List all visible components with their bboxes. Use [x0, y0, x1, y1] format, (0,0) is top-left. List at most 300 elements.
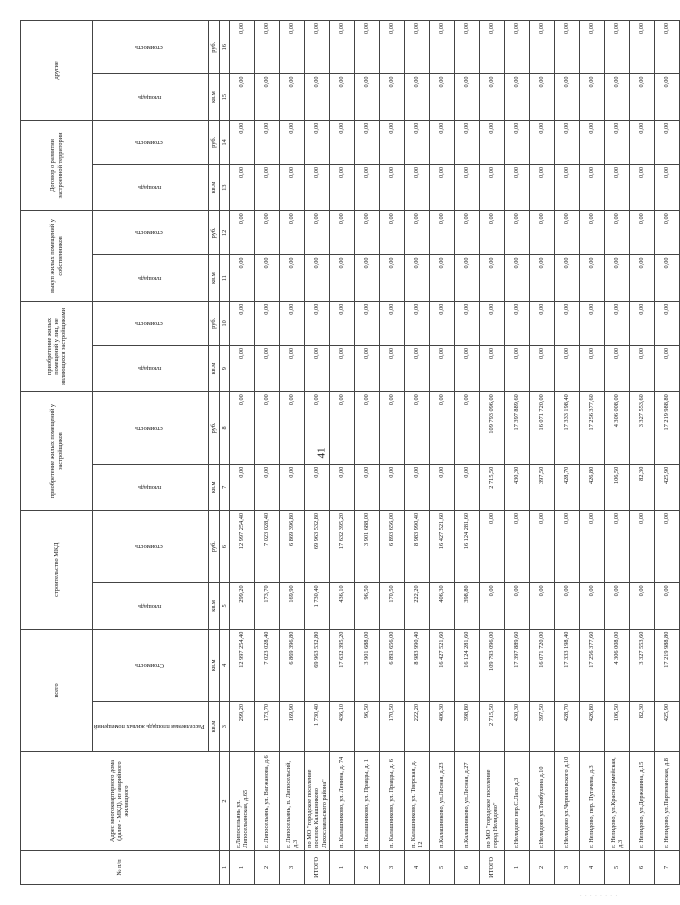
column-number: 7: [219, 464, 229, 510]
area-cell: 0,00: [529, 74, 554, 120]
row-address: по МО "городское поселение поселок Калашниково Лихославльского района": [304, 752, 329, 851]
area-cell: 0,00: [529, 345, 554, 391]
cost-cell: 109 793 096,00: [479, 392, 504, 464]
area-cell: 0,00: [529, 164, 554, 210]
cost-cell: 0,00: [404, 301, 429, 345]
row-address: г.Нелидово ул.Черняховского д.10: [554, 752, 579, 851]
cost-cell: 4 306 008,00: [604, 629, 629, 701]
cost-cell: 0,00: [404, 211, 429, 255]
cost-cell: 0,00: [379, 120, 404, 164]
row-number: 4: [579, 850, 604, 884]
cost-cell: 0,00: [604, 510, 629, 582]
cost-cell: 17 333 198,40: [554, 392, 579, 464]
header-buy-nondev: приобретение жилых помещений у лиц, не являющихся застройщиками: [21, 301, 93, 392]
area-cell: 0,00: [604, 583, 629, 629]
area-cell: 0,00: [579, 74, 604, 120]
area-cell: 0,00: [629, 583, 654, 629]
cost-cell: 0,00: [379, 21, 404, 74]
area-cell: 0,00: [229, 74, 254, 120]
cost-cell: 0,00: [254, 301, 279, 345]
area-cell: 0,00: [604, 345, 629, 391]
area-cell: 0,00: [254, 255, 279, 301]
cost-cell: 0,00: [479, 301, 504, 345]
cost-cell: 0,00: [304, 211, 329, 255]
area-cell: 0,00: [354, 464, 379, 510]
cost-cell: 0,00: [304, 21, 329, 74]
area-cell: 0,00: [329, 464, 354, 510]
unit-rub: руб.: [208, 510, 219, 582]
row-number: 6: [454, 850, 479, 884]
cost-cell: 0,00: [504, 301, 529, 345]
cost-cell: 0,00: [229, 301, 254, 345]
cost-cell: 3 901 688,00: [354, 629, 379, 701]
row-address: п. Калашниково, ул. Тверская, д. 12: [404, 752, 429, 851]
row-address: г. Липосельянь, ул. Вагжанова, д.6: [254, 752, 279, 851]
area-cell: 436,10: [329, 701, 354, 751]
area-cell: 0,00: [554, 74, 579, 120]
column-number-row: [219, 21, 229, 885]
header-address: Адрес многоквартирного дома (далее - МКД), из аварийного жилищного: [21, 752, 220, 851]
cost-cell: 0,00: [654, 120, 679, 164]
cost-cell: 0,00: [229, 120, 254, 164]
cost-cell: 0,00: [254, 392, 279, 464]
area-cell: 406,30: [429, 583, 454, 629]
row-number: 2: [529, 850, 554, 884]
cost-cell: 0,00: [504, 21, 529, 74]
area-cell: 0,00: [279, 464, 304, 510]
area-cell: 0,00: [479, 345, 504, 391]
area-cell: 0,00: [504, 164, 529, 210]
area-cell: 0,00: [354, 255, 379, 301]
cost-cell: 69 963 532,80: [304, 629, 329, 701]
header-total-area: Расселяемая площадь жилых помещений: [93, 701, 209, 751]
area-cell: 0,00: [229, 464, 254, 510]
area-cell: 398,80: [454, 701, 479, 751]
cost-cell: 17 256 377,60: [579, 629, 604, 701]
cost-cell: 0,00: [479, 510, 504, 582]
area-cell: 0,00: [654, 583, 679, 629]
cost-cell: 17 397 889,60: [504, 629, 529, 701]
cost-cell: 0,00: [604, 301, 629, 345]
row-number: 5: [604, 850, 629, 884]
row-number: 2: [254, 850, 279, 884]
area-cell: 0,00: [454, 464, 479, 510]
unit-area: кв.м: [208, 629, 219, 701]
cost-cell: 0,00: [504, 510, 529, 582]
area-cell: 173,70: [254, 701, 279, 751]
column-number: 6: [219, 510, 229, 582]
cost-cell: 0,00: [229, 392, 254, 464]
unit-area: кв.м: [208, 345, 219, 391]
unit-area: кв.м: [208, 255, 219, 301]
cost-cell: 0,00: [379, 392, 404, 464]
area-cell: 170,50: [379, 583, 404, 629]
cost-cell: 0,00: [254, 120, 279, 164]
header-cost: стоимость: [93, 301, 209, 345]
cost-cell: 0,00: [554, 211, 579, 255]
area-cell: 0,00: [379, 345, 404, 391]
row-address: г.Нелидово ул.Тимбухина д.10: [529, 752, 554, 851]
area-cell: 0,00: [579, 583, 604, 629]
unit-rub: руб.: [208, 392, 219, 464]
cost-cell: 0,00: [529, 301, 554, 345]
area-cell: 0,00: [454, 74, 479, 120]
header-cost: стоимость: [93, 211, 209, 255]
cost-cell: 0,00: [354, 211, 379, 255]
cost-cell: 0,00: [404, 120, 429, 164]
area-cell: 82,30: [629, 701, 654, 751]
cost-cell: 6 893 656,00: [379, 629, 404, 701]
page-number: 41: [315, 447, 328, 459]
total-row: [304, 21, 329, 885]
cost-cell: 0,00: [354, 21, 379, 74]
area-cell: 170,50: [379, 701, 404, 751]
area-cell: 0,00: [279, 345, 304, 391]
cost-cell: 6 869 396,80: [279, 629, 304, 701]
area-cell: 0,00: [429, 464, 454, 510]
cost-cell: 0,00: [304, 301, 329, 345]
area-cell: 0,00: [229, 345, 254, 391]
area-cell: 0,00: [379, 164, 404, 210]
area-cell: 0,00: [579, 345, 604, 391]
area-cell: 169,90: [279, 583, 304, 629]
area-cell: 0,00: [404, 345, 429, 391]
cost-cell: 0,00: [229, 211, 254, 255]
cost-cell: 0,00: [604, 120, 629, 164]
area-cell: 0,00: [354, 345, 379, 391]
table-row: [454, 21, 479, 885]
area-cell: 0,00: [504, 255, 529, 301]
header-area: площадь: [93, 255, 209, 301]
area-cell: 398,80: [454, 583, 479, 629]
cost-cell: 0,00: [554, 301, 579, 345]
cost-cell: 0,00: [654, 211, 679, 255]
area-cell: 0,00: [629, 74, 654, 120]
row-address: г.Липосельянь ул. Липосельянская, д.65: [229, 752, 254, 851]
cost-cell: 0,00: [554, 120, 579, 164]
cost-cell: 0,00: [429, 211, 454, 255]
column-number: 8: [219, 392, 229, 464]
area-cell: 173,70: [254, 583, 279, 629]
row-address: г. Нелидово, ул.Красноармейская, д.3: [604, 752, 629, 851]
cost-cell: 0,00: [529, 510, 554, 582]
area-cell: 0,00: [654, 164, 679, 210]
area-cell: 0,00: [379, 74, 404, 120]
cost-cell: 0,00: [629, 301, 654, 345]
cost-cell: 3 901 688,00: [354, 510, 379, 582]
area-cell: 0,00: [404, 74, 429, 120]
row-address: г. Нелидово, пер. Пугачева, д.3: [579, 752, 604, 851]
header-area: площадь: [93, 464, 209, 510]
cost-cell: 0,00: [479, 211, 504, 255]
row-number: 2: [354, 850, 379, 884]
unit-area: кв.м: [208, 464, 219, 510]
cost-cell: 0,00: [629, 211, 654, 255]
table-row: [254, 21, 279, 885]
cost-cell: 0,00: [429, 392, 454, 464]
area-cell: 96,50: [354, 701, 379, 751]
header-no: № п/п: [21, 850, 220, 884]
header-buy-dev: приобретение жилых помещений у застройщиков: [21, 392, 93, 511]
area-cell: 0,00: [279, 164, 304, 210]
cost-cell: 16 427 521,60: [429, 629, 454, 701]
cost-cell: 0,00: [579, 301, 604, 345]
cost-cell: 0,00: [329, 120, 354, 164]
area-cell: 0,00: [579, 164, 604, 210]
cost-cell: 6 869 396,80: [279, 510, 304, 582]
area-cell: 1 730,40: [304, 583, 329, 629]
header-build: строительство МКД: [21, 510, 93, 629]
area-cell: 222,20: [404, 701, 429, 751]
cost-cell: 0,00: [254, 21, 279, 74]
area-cell: 0,00: [504, 74, 529, 120]
area-cell: 0,00: [554, 164, 579, 210]
cost-cell: 0,00: [429, 301, 454, 345]
unit-rub: руб.: [208, 301, 219, 345]
header-total-cost: Стоимость: [93, 629, 209, 701]
area-cell: 0,00: [279, 255, 304, 301]
cost-cell: 0,00: [354, 392, 379, 464]
area-cell: 0,00: [554, 255, 579, 301]
table-row: [429, 21, 454, 885]
cost-cell: 0,00: [454, 392, 479, 464]
cost-cell: 8 983 990,40: [404, 629, 429, 701]
area-cell: 0,00: [379, 464, 404, 510]
column-number: 1: [219, 850, 229, 884]
area-cell: 406,30: [429, 701, 454, 751]
area-cell: 0,00: [304, 345, 329, 391]
header-area: площадь: [93, 583, 209, 629]
header-cost: стоимость: [93, 120, 209, 164]
area-cell: 0,00: [379, 255, 404, 301]
row-address: п.Калашниково, ул.Лесная, д.27: [454, 752, 479, 851]
cost-cell: 17 219 988,80: [654, 392, 679, 464]
area-cell: 0,00: [304, 464, 329, 510]
cost-cell: 0,00: [554, 510, 579, 582]
area-cell: 0,00: [429, 164, 454, 210]
area-cell: 426,80: [579, 701, 604, 751]
area-cell: 0,00: [529, 583, 554, 629]
cost-cell: 0,00: [604, 211, 629, 255]
cost-cell: 0,00: [329, 392, 354, 464]
area-cell: 0,00: [654, 345, 679, 391]
cost-cell: 16 427 521,60: [429, 510, 454, 582]
cost-cell: 0,00: [379, 211, 404, 255]
column-number: 12: [219, 211, 229, 255]
area-cell: 0,00: [604, 255, 629, 301]
area-cell: 397,50: [529, 701, 554, 751]
table-row: [654, 21, 679, 885]
cost-cell: 16 071 720,00: [529, 392, 554, 464]
area-cell: 0,00: [504, 345, 529, 391]
table-row: [354, 21, 379, 885]
unit-rub: руб.: [208, 211, 219, 255]
column-number: 16: [219, 21, 229, 74]
column-number: 14: [219, 120, 229, 164]
cost-cell: 0,00: [379, 301, 404, 345]
area-cell: 2 715,50: [479, 464, 504, 510]
row-number: 4: [404, 850, 429, 884]
area-cell: 397,50: [529, 464, 554, 510]
column-number: 2: [219, 752, 229, 851]
table-row: [379, 21, 404, 885]
area-cell: 0,00: [629, 255, 654, 301]
area-cell: 0,00: [429, 74, 454, 120]
cost-cell: 17 397 889,60: [504, 392, 529, 464]
area-cell: 0,00: [604, 164, 629, 210]
header-cost: стоимость: [93, 21, 209, 74]
cost-cell: 7 023 028,40: [254, 629, 279, 701]
resettlement-table: [20, 20, 680, 885]
area-cell: 0,00: [629, 345, 654, 391]
area-cell: 0,00: [454, 164, 479, 210]
header-dev-contract: Договор о развитии застроенной территории: [21, 120, 93, 211]
area-cell: 436,10: [329, 583, 354, 629]
area-cell: 428,70: [554, 464, 579, 510]
area-cell: 0,00: [654, 74, 679, 120]
row-address: г. Нелидово, ул.Партизанская, д.8: [654, 752, 679, 851]
row-number: 3: [279, 850, 304, 884]
row-address: п.Калашниково, ул.Лесная, д.23: [429, 752, 454, 851]
column-number: 10: [219, 301, 229, 345]
area-cell: 428,70: [554, 701, 579, 751]
column-number: 4: [219, 629, 229, 701]
cost-cell: 0,00: [529, 120, 554, 164]
cost-cell: 0,00: [279, 21, 304, 74]
cost-cell: 3 327 553,60: [629, 629, 654, 701]
cost-cell: 0,00: [404, 21, 429, 74]
area-cell: 2 715,50: [479, 701, 504, 751]
header-compensation: выкуп жилых помещений у собственников: [21, 211, 93, 302]
cost-cell: 69 963 532,80: [304, 510, 329, 582]
area-cell: 0,00: [454, 255, 479, 301]
cost-cell: 12 997 254,40: [229, 510, 254, 582]
rotated-table-container: [20, 20, 671, 885]
row-address: п. Калашниково, ул. Ленина, д. 74: [329, 752, 354, 851]
area-cell: 0,00: [279, 74, 304, 120]
cost-cell: 0,00: [279, 211, 304, 255]
cost-cell: 0,00: [304, 392, 329, 464]
area-cell: 0,00: [329, 74, 354, 120]
row-number: 5: [429, 850, 454, 884]
area-cell: 0,00: [629, 164, 654, 210]
area-cell: 0,00: [404, 164, 429, 210]
row-number: 1: [329, 850, 354, 884]
area-cell: 82,30: [629, 464, 654, 510]
area-cell: 0,00: [304, 255, 329, 301]
header-total: всего: [21, 629, 93, 752]
area-cell: 0,00: [229, 255, 254, 301]
table-row: [529, 21, 554, 885]
cost-cell: 0,00: [579, 21, 604, 74]
cost-cell: 0,00: [579, 510, 604, 582]
cost-cell: 17 256 377,60: [579, 392, 604, 464]
unit-rub: руб.: [208, 21, 219, 74]
area-cell: 0,00: [404, 255, 429, 301]
row-number: 1: [229, 850, 254, 884]
row-number: ИТОГО: [479, 850, 504, 884]
area-cell: 106,50: [604, 701, 629, 751]
row-number: 7: [654, 850, 679, 884]
area-cell: 0,00: [579, 255, 604, 301]
table-row: [404, 21, 429, 885]
row-number: 3: [554, 850, 579, 884]
area-cell: 0,00: [504, 583, 529, 629]
cost-cell: 0,00: [329, 301, 354, 345]
cost-cell: 0,00: [529, 211, 554, 255]
cost-cell: 12 997 254,40: [229, 629, 254, 701]
unit-area: кв.м: [208, 701, 219, 751]
cost-cell: 0,00: [529, 21, 554, 74]
table-row: [554, 21, 579, 885]
column-number: 11: [219, 255, 229, 301]
column-number: 9: [219, 345, 229, 391]
cost-cell: 16 071 720,00: [529, 629, 554, 701]
area-cell: 0,00: [329, 345, 354, 391]
row-address: г. Нелидово, ул.Державина, д.15: [629, 752, 654, 851]
table-row: [604, 21, 629, 885]
cost-cell: 0,00: [354, 120, 379, 164]
row-number: ИТОГО: [304, 850, 329, 884]
area-cell: 0,00: [329, 164, 354, 210]
area-cell: 430,30: [504, 701, 529, 751]
cost-cell: 16 124 281,60: [454, 510, 479, 582]
area-cell: 0,00: [254, 74, 279, 120]
header-area: площадь: [93, 164, 209, 210]
area-cell: 299,20: [229, 583, 254, 629]
column-number: 15: [219, 74, 229, 120]
area-cell: 425,90: [654, 701, 679, 751]
unit-area: кв.м: [208, 583, 219, 629]
cost-cell: 0,00: [629, 120, 654, 164]
area-cell: 0,00: [529, 255, 554, 301]
cost-cell: 0,00: [479, 120, 504, 164]
total-row: [479, 21, 504, 885]
table-row: [629, 21, 654, 885]
cost-cell: 4 306 008,00: [604, 392, 629, 464]
area-cell: 0,00: [404, 464, 429, 510]
header-cost: стоимость: [93, 392, 209, 464]
area-cell: 0,00: [354, 164, 379, 210]
area-cell: 0,00: [554, 583, 579, 629]
header-area: площадь: [93, 345, 209, 391]
unit-area: кв.м: [208, 164, 219, 210]
area-cell: 0,00: [329, 255, 354, 301]
table-row: [329, 21, 354, 885]
column-number: 13: [219, 164, 229, 210]
area-cell: 0,00: [354, 74, 379, 120]
cost-cell: 17 333 198,40: [554, 629, 579, 701]
area-cell: 425,90: [654, 464, 679, 510]
cost-cell: 7 023 028,40: [254, 510, 279, 582]
cost-cell: 17 632 395,20: [329, 629, 354, 701]
cost-cell: 0,00: [329, 211, 354, 255]
cost-cell: 0,00: [254, 211, 279, 255]
area-cell: 0,00: [254, 464, 279, 510]
cost-cell: 0,00: [579, 120, 604, 164]
area-cell: 426,80: [579, 464, 604, 510]
table-row: [579, 21, 604, 885]
cost-cell: 0,00: [304, 120, 329, 164]
row-number: 3: [379, 850, 404, 884]
cost-cell: 16 124 281,60: [454, 629, 479, 701]
area-cell: 0,00: [479, 583, 504, 629]
area-cell: 1 730,40: [304, 701, 329, 751]
column-number: 5: [219, 583, 229, 629]
cost-cell: 0,00: [654, 510, 679, 582]
cost-cell: 6 893 656,00: [379, 510, 404, 582]
table-row: [504, 21, 529, 885]
